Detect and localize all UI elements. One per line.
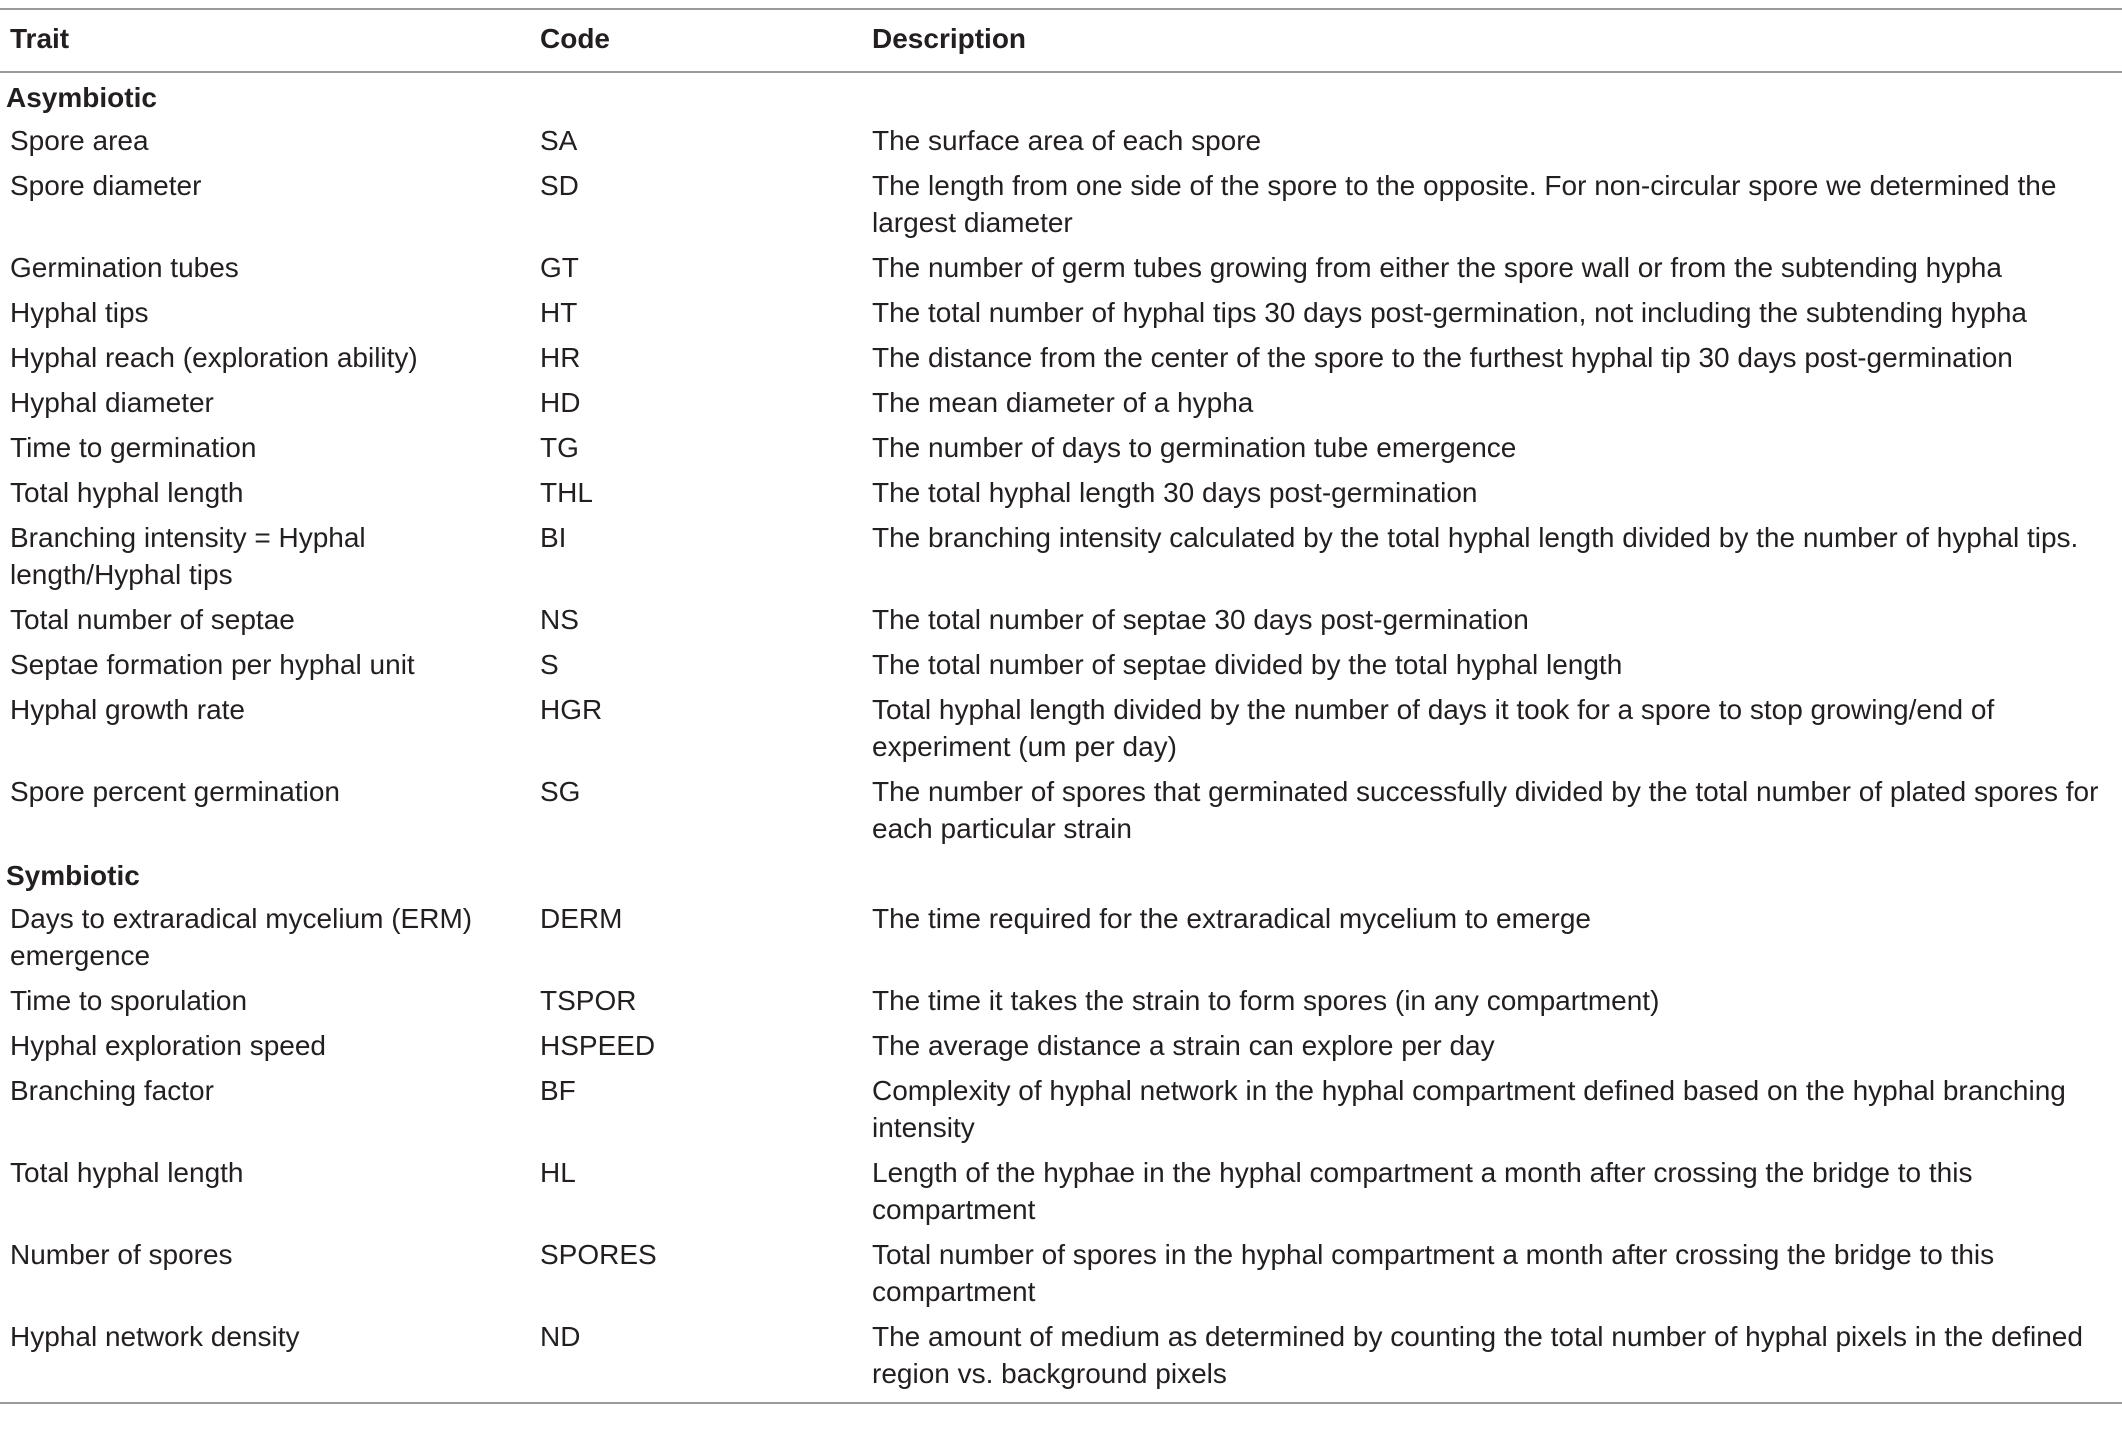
description-cell: The time required for the extraradical mycelium to emerge [872,903,1591,934]
trait-cell: Spore diameter [10,170,202,201]
table-row [0,978,2122,1023]
table-row [0,118,2122,163]
trait-cell: Days to extraradical mycelium (ERM) emergence [10,903,473,971]
code-cell: NS [540,604,579,635]
table-row [0,769,2122,851]
code-cell: HL [540,1157,576,1188]
description-cell: The distance from the center of the spore to the furthest hyphal tip 30 days post-germination [872,342,2013,373]
table-header [0,9,2122,72]
trait-cell: Spore area [10,125,149,156]
trait-cell: Hyphal network density [10,1321,300,1352]
table-row [0,425,2122,470]
trait-cell: Total number of septae [10,604,295,635]
table-row [0,470,2122,515]
trait-cell: Branching intensity = Hyphal length/Hyphal tips [10,522,366,590]
table-row [0,335,2122,380]
description-cell: The total number of hyphal tips 30 days post-germination, not including the subtending hypha [872,297,2027,328]
table-row [0,245,2122,290]
code-cell: HGR [540,694,603,725]
table-row [0,687,2122,769]
header-description: Description [872,23,1027,54]
header-trait: Trait [10,23,70,54]
trait-cell: Spore percent germination [10,776,340,807]
traits-table [0,8,2122,1402]
code-cell: SD [540,170,579,201]
code-cell: HT [540,297,578,328]
table-row [0,896,2122,978]
description-cell: The number of germ tubes growing from either the spore wall or from the subtending hypha [872,252,2002,283]
description-cell: Total number of spores in the hyphal compartment a month after crossing the bridge to this compartment [872,1239,1995,1307]
table-row [0,1232,2122,1314]
code-cell: HSPEED [540,1030,656,1061]
trait-cell: Branching factor [10,1075,214,1106]
code-cell: SA [540,125,578,156]
description-cell: Total hyphal length divided by the number of days it took for a spore to stop growing/end of experiment (um per day) [872,694,1995,762]
code-cell: S [540,649,559,680]
trait-cell: Time to germination [10,432,257,463]
description-cell: Length of the hyphae in the hyphal compartment a month after crossing the bridge to this compartment [872,1157,1973,1225]
code-cell: TG [540,432,579,463]
description-cell: The total number of septae divided by the total hyphal length [872,649,1623,680]
code-cell: ND [540,1321,581,1352]
trait-cell: Time to sporulation [10,985,248,1016]
trait-cell: Total hyphal length [10,477,244,508]
description-cell: The average distance a strain can explore per day [872,1030,1495,1061]
bottom-rule [0,1402,2122,1404]
trait-cell: Hyphal tips [10,297,149,328]
table-row [0,290,2122,335]
table-row [0,515,2122,597]
table-row [0,642,2122,687]
code-cell: SG [540,776,581,807]
code-cell: SPORES [540,1239,657,1270]
code-cell: BI [540,522,567,553]
description-cell: The total number of septae 30 days post-germination [872,604,1529,635]
header-code: Code [540,23,610,54]
trait-cell: Germination tubes [10,252,239,283]
trait-cell: Septae formation per hyphal unit [10,649,415,680]
description-cell: The mean diameter of a hypha [872,387,1254,418]
table-row [0,1023,2122,1068]
table-row [0,1314,2122,1402]
trait-cell: Hyphal growth rate [10,694,246,725]
section-title: Symbiotic [6,860,140,891]
table-body [0,72,2122,1402]
code-cell: HR [540,342,581,373]
section-title: Asymbiotic [6,82,157,113]
trait-cell: Hyphal diameter [10,387,214,418]
description-cell: The number of spores that germinated successfully divided by the total number of plated spores for each particular strain [872,776,2099,844]
section-row [0,851,2122,896]
description-cell: The amount of medium as determined by counting the total number of hyphal pixels in the defined region vs. background pixels [872,1321,2083,1389]
table-row [0,1150,2122,1232]
code-cell: GT [540,252,579,283]
code-cell: THL [540,477,593,508]
code-cell: TSPOR [540,985,637,1016]
trait-cell: Hyphal reach (exploration ability) [10,342,418,373]
code-cell: DERM [540,903,623,934]
description-cell: The time it takes the strain to form spores (in any compartment) [872,985,1660,1016]
description-cell: The length from one side of the spore to the opposite. For non-circular spore we determined the largest diameter [872,170,2057,238]
header-row [0,9,2122,72]
trait-cell: Hyphal exploration speed [10,1030,326,1061]
description-cell: The branching intensity calculated by the total hyphal length divided by the number of hyphal tips. [872,522,2079,553]
trait-cell: Number of spores [10,1239,233,1270]
description-cell: The surface area of each spore [872,125,1262,156]
table-row [0,1068,2122,1150]
code-cell: BF [540,1075,576,1106]
description-cell: The number of days to germination tube emergence [872,432,1517,463]
code-cell: HD [540,387,581,418]
description-cell: The total hyphal length 30 days post-germination [872,477,1478,508]
table-row [0,163,2122,245]
description-cell: Complexity of hyphal network in the hyphal compartment defined based on the hyphal branching intensity [872,1075,2066,1143]
table-row [0,380,2122,425]
section-row [0,72,2122,118]
table-row [0,597,2122,642]
trait-cell: Total hyphal length [10,1157,244,1188]
